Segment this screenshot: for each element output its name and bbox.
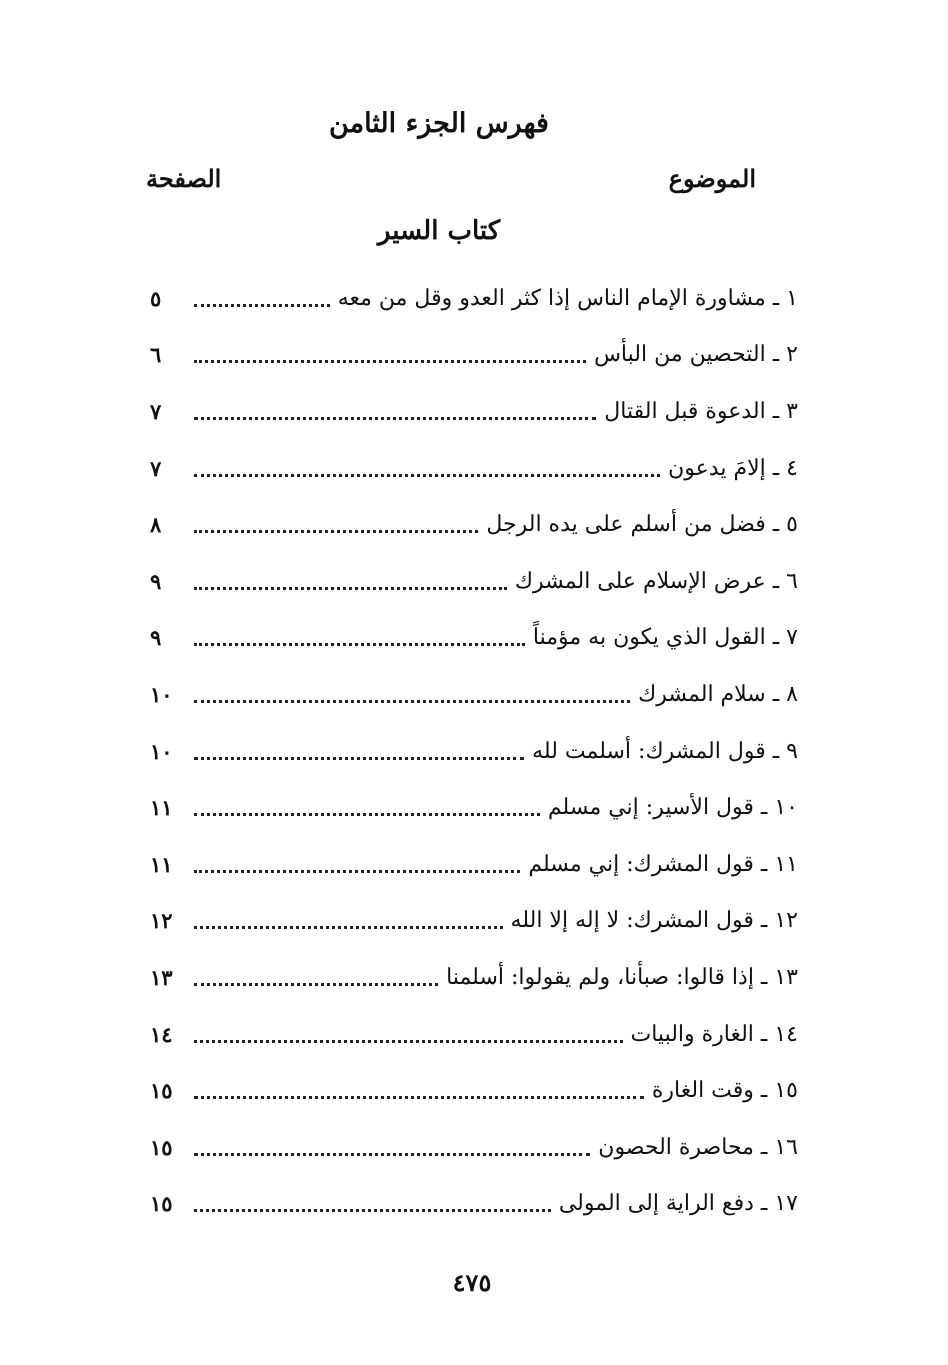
toc-entry-page: ٩ xyxy=(150,568,162,594)
toc-entries xyxy=(150,270,798,1232)
toc-entry[interactable] xyxy=(150,779,798,836)
dot-leader xyxy=(194,338,586,363)
page-number: ٤٧٥ xyxy=(452,1268,492,1297)
toc-entry[interactable] xyxy=(150,440,798,497)
toc-entry-text: ٨ ـ سلام المشرك xyxy=(638,681,798,707)
toc-entry[interactable] xyxy=(150,610,798,667)
toc-entry-text: ٤ ـ إلامَ يدعون xyxy=(668,455,798,481)
toc-entry[interactable] xyxy=(150,270,798,327)
toc-entry[interactable] xyxy=(150,1176,798,1233)
toc-entry[interactable] xyxy=(150,949,798,1006)
dot-leader xyxy=(194,1187,551,1212)
toc-entry[interactable] xyxy=(150,553,798,610)
toc-entry-text: ٧ ـ القول الذي يكون به مؤمناً xyxy=(532,625,798,651)
dot-leader xyxy=(194,678,630,703)
dot-leader xyxy=(194,508,478,533)
toc-entry-page: ٩ xyxy=(150,625,162,651)
toc-entry-text: ١٦ ـ محاصرة الحصون xyxy=(598,1134,798,1160)
toc-entry-page: ١٢ xyxy=(150,908,173,934)
dot-leader xyxy=(194,282,330,307)
page-title: فهرس الجزء الثامن xyxy=(329,108,549,139)
toc-entry-text: ١ ـ مشاورة الإمام الناس إذا كثر العدو وقل من معه xyxy=(337,285,798,311)
toc-entry-page: ١٠ xyxy=(150,738,173,764)
toc-entry-text: ١٥ ـ وقت الغارة xyxy=(651,1078,798,1104)
toc-entry-text: ٦ ـ عرض الإسلام على المشرك xyxy=(514,568,798,594)
dot-leader xyxy=(194,395,596,420)
dot-leader xyxy=(194,735,524,760)
toc-entry[interactable] xyxy=(150,327,798,384)
toc-entry-text: ١١ ـ قول المشرك: إني مسلم xyxy=(528,851,798,877)
dot-leader xyxy=(194,961,438,986)
toc-entry-text: ١٠ ـ قول الأسير: إني مسلم xyxy=(547,795,798,821)
toc-entry-page: ١٤ xyxy=(150,1021,173,1047)
dot-leader xyxy=(194,621,525,646)
toc-entry-page: ١١ xyxy=(150,795,173,821)
dot-leader xyxy=(194,1131,590,1156)
toc-entry[interactable] xyxy=(150,1119,798,1176)
toc-entry-page: ١٣ xyxy=(150,964,173,990)
toc-entry-page: ٦ xyxy=(150,342,162,368)
toc-entry[interactable] xyxy=(150,496,798,553)
column-header-topic: الموضوع xyxy=(668,164,756,193)
dot-leader xyxy=(194,848,520,873)
dot-leader xyxy=(194,791,540,816)
toc-entry-page: ٧ xyxy=(150,398,162,424)
toc-entry-page: ٨ xyxy=(150,512,162,538)
toc-entry-text: ١٣ ـ إذا قالوا: صبأنا، ولم يقولوا: أسلمنا xyxy=(446,964,798,990)
toc-entry[interactable] xyxy=(150,1006,798,1063)
toc-entry[interactable] xyxy=(150,836,798,893)
toc-entry-page: ٥ xyxy=(150,285,162,311)
toc-entry[interactable] xyxy=(150,1062,798,1119)
column-header-page: الصفحة xyxy=(146,164,222,193)
dot-leader xyxy=(194,565,507,590)
toc-entry[interactable] xyxy=(150,383,798,440)
toc-entry-text: ١٢ ـ قول المشرك: لا إله إلا الله xyxy=(510,908,798,934)
section-title: كتاب السير xyxy=(377,216,501,246)
toc-entry-text: ١٤ ـ الغارة والبيات xyxy=(630,1021,798,1047)
toc-entry-text: ١٧ ـ دفع الراية إلى المولى xyxy=(558,1191,798,1217)
dot-leader xyxy=(194,904,503,929)
toc-entry-page: ١٥ xyxy=(150,1078,173,1104)
toc-entry[interactable] xyxy=(150,723,798,780)
dot-leader xyxy=(194,1018,623,1043)
toc-entry-page: ١١ xyxy=(150,851,173,877)
toc-entry-page: ٧ xyxy=(150,455,162,481)
toc-entry-text: ٥ ـ فضل من أسلم على يده الرجل xyxy=(486,512,798,538)
dot-leader xyxy=(194,1074,644,1099)
toc-entry-text: ٢ ـ التحصين من البأس xyxy=(594,342,798,368)
toc-entry[interactable] xyxy=(150,893,798,950)
toc-entry-page: ١٠ xyxy=(150,681,173,707)
toc-entry-page: ١٥ xyxy=(150,1134,173,1160)
toc-entry-text: ٣ ـ الدعوة قبل القتال xyxy=(604,398,798,424)
toc-entry[interactable] xyxy=(150,666,798,723)
toc-entry-page: ١٥ xyxy=(150,1191,173,1217)
toc-entry-text: ٩ ـ قول المشرك: أسلمت لله xyxy=(532,738,798,764)
dot-leader xyxy=(194,452,660,477)
